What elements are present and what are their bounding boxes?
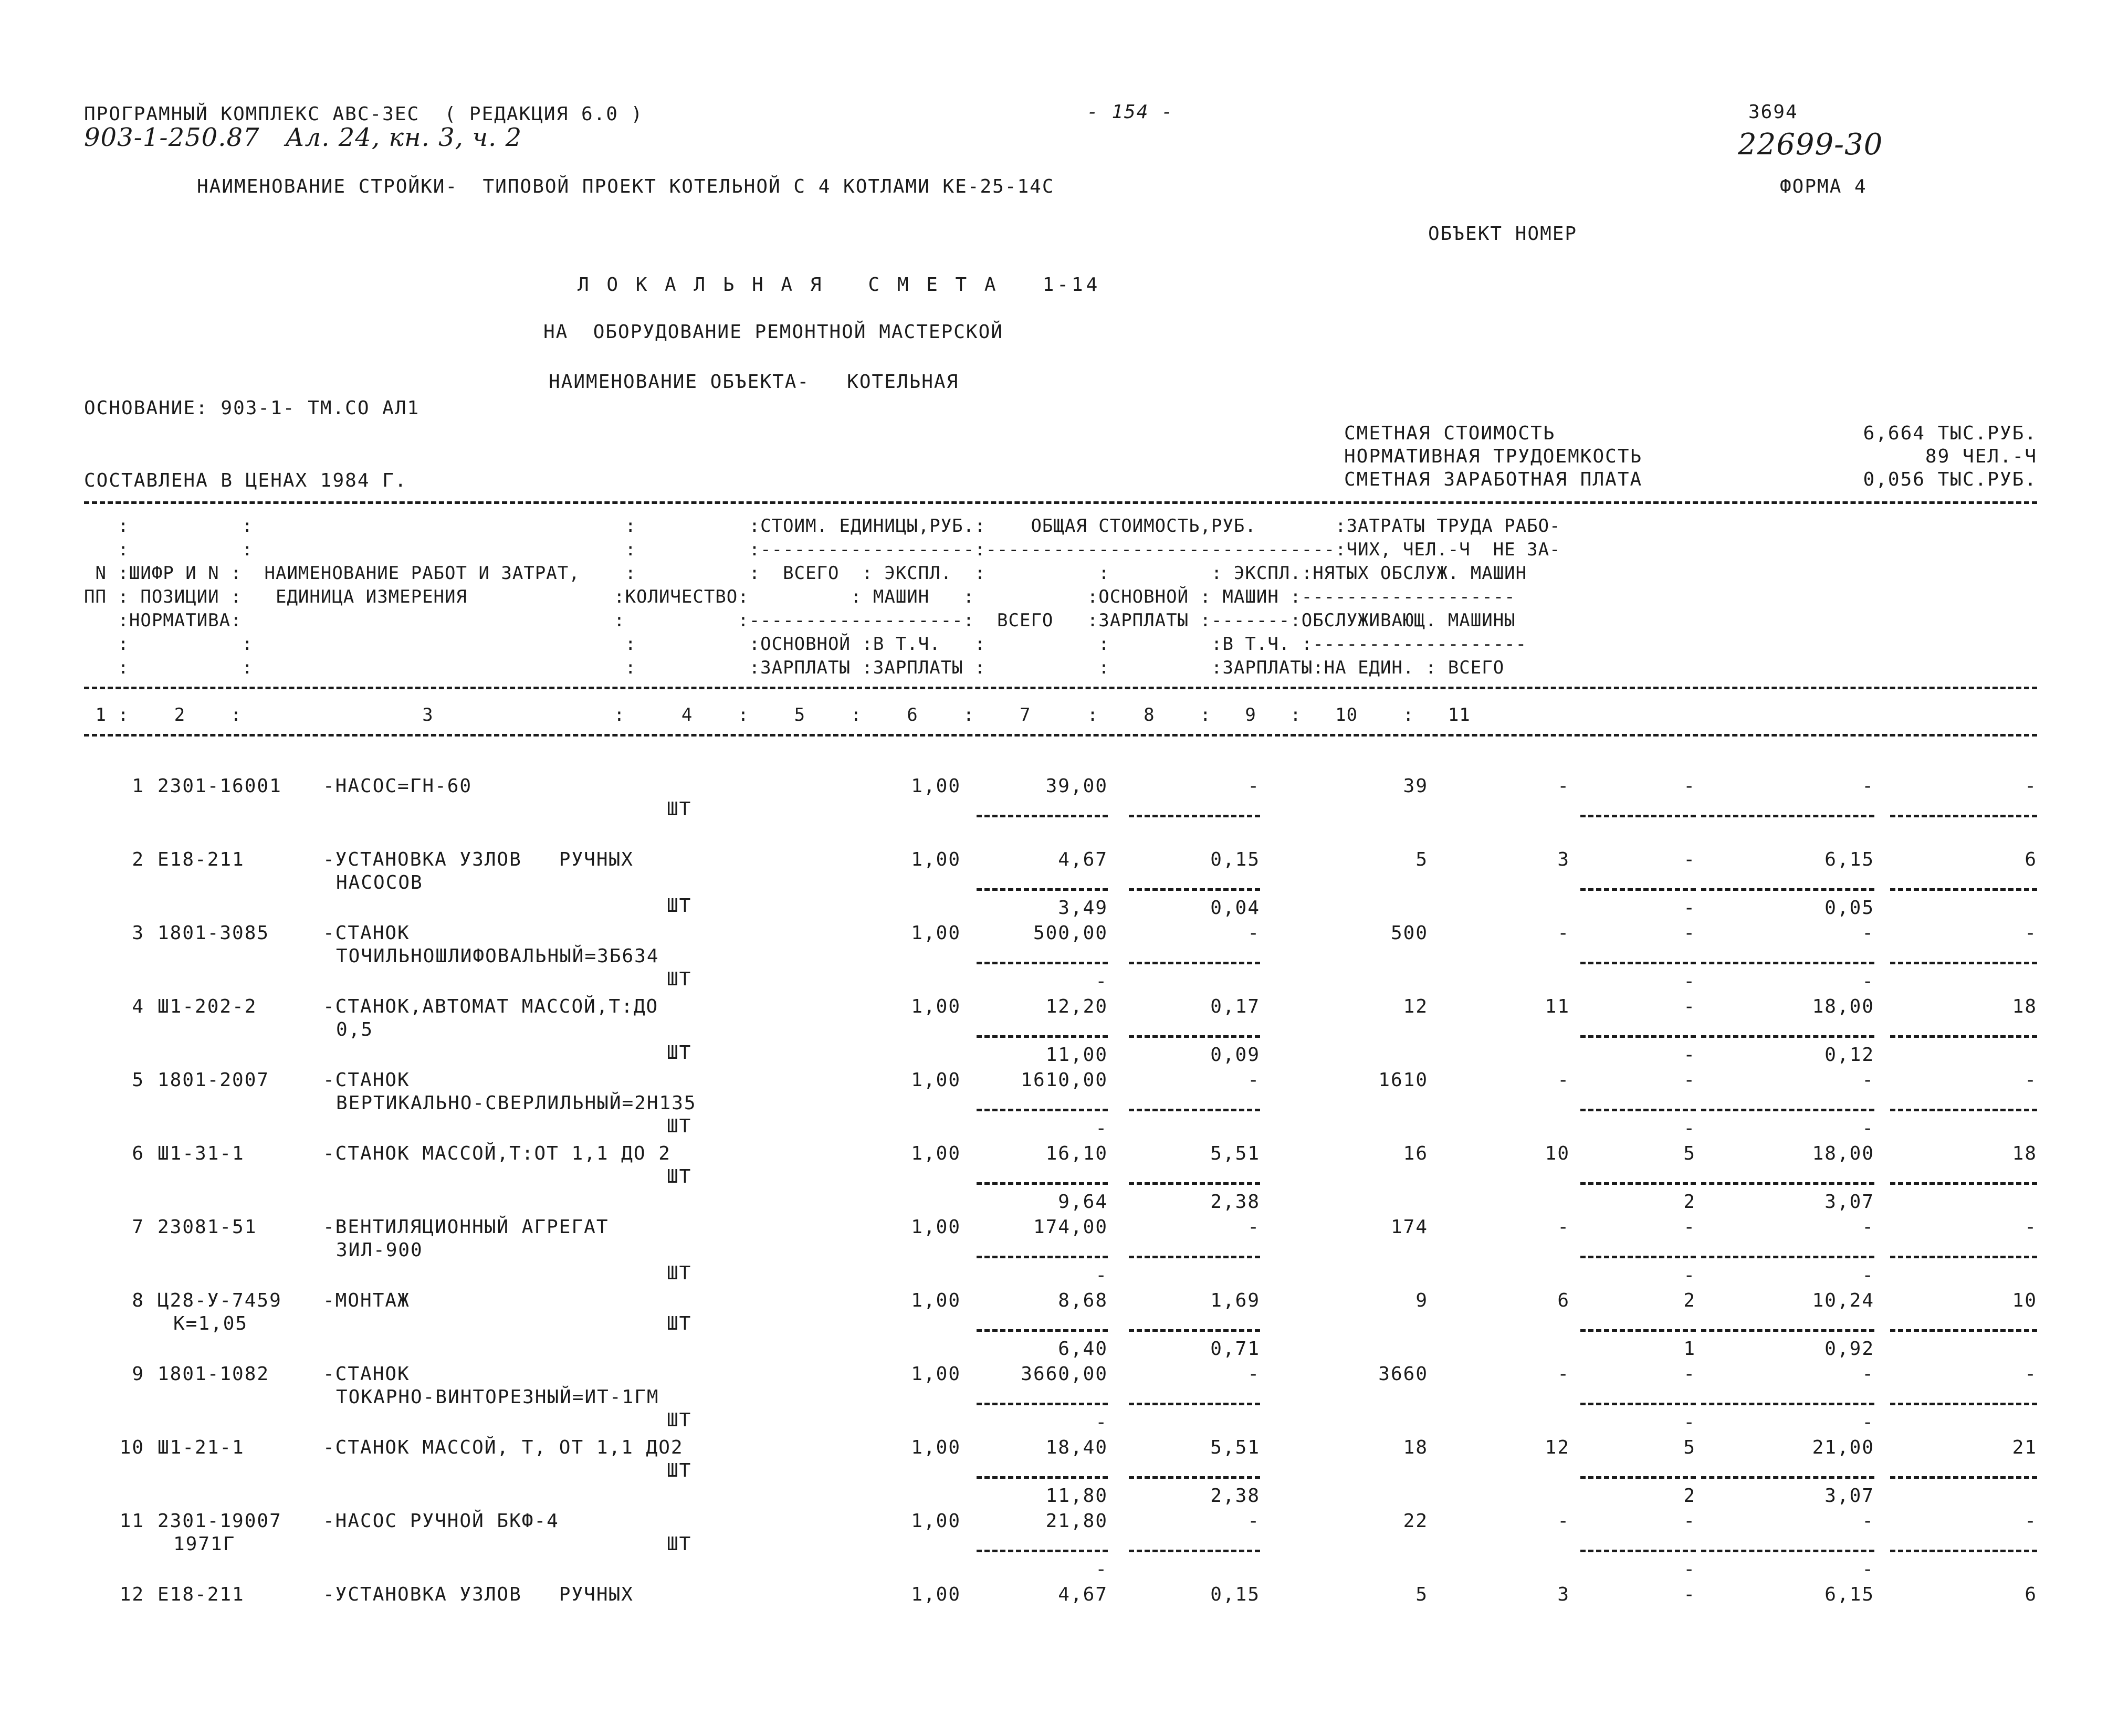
row-subrule <box>1701 1182 1874 1185</box>
row-unit-total: 39,00 <box>1045 775 1108 797</box>
row-subrule <box>977 1550 1108 1552</box>
header-line: :НОРМАТИВА: : :-------------------: ВСЕГО :ЗАРПЛАТЫ :-------:ОБСЛУЖИВАЮЩ. МАШИНЫ <box>84 610 1516 631</box>
row-labor-per-unit: - <box>1862 1363 1874 1385</box>
row-unit-machine: - <box>1247 922 1260 944</box>
header-line: : : : :ЗАРПЛАТЫ :ЗАРПЛАТЫ : : :ЗАРПЛАТЫ:НА ЕДИН. : ВСЕГО <box>84 657 1505 678</box>
summary-value: 0,056 ТЫС.РУБ. <box>1863 469 2037 490</box>
row-subrule <box>1890 1035 2037 1038</box>
row-subrule <box>1129 1403 1260 1405</box>
row-wage: 3 <box>1557 849 1570 870</box>
row-wage: - <box>1557 1069 1570 1091</box>
row-quantity: 1,00 <box>911 1437 961 1458</box>
row-name: -ВЕНТИЛЯЦИОННЫЙ АГРЕГАТ <box>323 1216 609 1238</box>
row-unit: ШТ <box>667 1262 692 1284</box>
row-operators-per-unit: - <box>1862 1265 1874 1286</box>
row-subrule <box>977 1035 1108 1038</box>
row-unit-machine: - <box>1247 1363 1260 1385</box>
row-code-extra: К=1,05 <box>173 1313 248 1334</box>
estimate-title: Л О К А Л Ь Н А Я С М Е Т А 1-14 <box>578 274 1101 296</box>
row-name: ВЕРТИКАЛЬНО-СВЕРЛИЛЬНЫЙ=2Н135 <box>336 1092 697 1114</box>
row-subrule <box>1129 1035 1260 1038</box>
compiled-in-prices: СОСТАВЛЕНА В ЦЕНАХ 1984 Г. <box>84 470 407 491</box>
row-labor-total: 6 <box>2025 849 2037 870</box>
row-subrule <box>1580 1256 1696 1258</box>
row-labor-total: 10 <box>2012 1290 2037 1311</box>
row-base-wage: 11,00 <box>1045 1044 1108 1066</box>
row-number: 11 <box>119 1510 144 1532</box>
row-unit-machine: 0,15 <box>1210 1584 1260 1605</box>
row-subrule <box>977 1256 1108 1258</box>
row-number: 7 <box>132 1216 144 1238</box>
row-unit-total: 174,00 <box>1033 1216 1108 1238</box>
row-operators-per-unit: 3,07 <box>1824 1485 1874 1507</box>
row-subrule <box>1890 1109 2037 1111</box>
row-name: -СТАНОК МАССОЙ, Т, ОТ 1,1 ДО2 <box>323 1437 684 1458</box>
row-base-wage: 3,49 <box>1058 897 1108 919</box>
row-operators-per-unit: 0,05 <box>1824 897 1874 919</box>
row-subrule <box>1129 1109 1260 1111</box>
code-top: 3694 <box>1748 101 1798 123</box>
page-number: - 154 - <box>1087 101 1174 123</box>
row-number: 9 <box>132 1363 144 1385</box>
row-unit-total: 16,10 <box>1045 1143 1108 1164</box>
row-subrule <box>1890 1256 2037 1258</box>
row-code: Ш1-31-1 <box>158 1143 245 1164</box>
row-subrule <box>1129 888 1260 891</box>
row-number: 3 <box>132 922 144 944</box>
header-line: N :ШИФР И N : НАИМЕНОВАНИЕ РАБОТ И ЗАТРАТ, : : ВСЕГО : ЭКСПЛ. : : : ЭКСПЛ.:НЯТЫХ ОБСЛУЖ. МАШИН <box>84 563 1527 584</box>
row-sum: 500 <box>1390 922 1428 944</box>
row-sum: 3660 <box>1378 1363 1428 1385</box>
summary-value: 6,664 ТЫС.РУБ. <box>1863 423 2037 444</box>
row-operators-per-unit: - <box>1862 1412 1874 1433</box>
row-code: 1801-1082 <box>158 1363 270 1385</box>
row-labor-total: - <box>2025 922 2037 944</box>
row-number: 4 <box>132 996 144 1017</box>
row-wage: - <box>1557 1216 1570 1238</box>
row-subrule <box>1580 1329 1696 1332</box>
row-unit: ШТ <box>667 798 692 820</box>
row-labor-per-unit: 18,00 <box>1812 1143 1874 1164</box>
summary-label: СМЕТНАЯ СТОИМОСТЬ <box>1344 423 1556 444</box>
row-subrule <box>1129 1550 1260 1552</box>
row-sum: 16 <box>1403 1143 1428 1164</box>
row-wage: - <box>1557 922 1570 944</box>
row-subrule <box>1701 1329 1874 1332</box>
row-wage: 6 <box>1557 1290 1570 1311</box>
row-name: -СТАНОК <box>323 922 410 944</box>
row-base-wage: - <box>1095 1559 1108 1580</box>
row-labor-per-unit: 10,24 <box>1812 1290 1874 1311</box>
row-machine-wage: - <box>1683 1510 1696 1532</box>
row-subrule <box>1701 1550 1874 1552</box>
row-subrule <box>1890 1329 2037 1332</box>
row-unit: ШТ <box>667 1042 692 1064</box>
row-machine-wage: - <box>1683 849 1696 870</box>
form-label: ФОРМА 4 <box>1780 176 1867 197</box>
row-subrule <box>1701 888 1874 891</box>
row-unit-total: 3660,00 <box>1021 1363 1108 1385</box>
row-labor-total: 6 <box>2025 1584 2037 1605</box>
row-operators-per-unit: 0,92 <box>1824 1338 1874 1360</box>
row-subrule <box>1701 1403 1874 1405</box>
row-base-wage: 11,80 <box>1045 1485 1108 1507</box>
row-machine-wage: - <box>1683 775 1696 797</box>
row-machine-wage-2: - <box>1683 1412 1696 1433</box>
row-subrule <box>977 962 1108 964</box>
row-name: -НАСОС=ГН-60 <box>323 775 473 797</box>
row-labor-per-unit: - <box>1862 1216 1874 1238</box>
row-subrule <box>977 1182 1108 1185</box>
row-machine-wage: - <box>1683 1584 1696 1605</box>
row-machine-wage-2: - <box>1683 1044 1696 1066</box>
summary-label: НОРМАТИВНАЯ ТРУДОЕМКОСТЬ <box>1344 446 1643 467</box>
row-subrule <box>977 1329 1108 1332</box>
row-machine-wage-2: - <box>1683 897 1696 919</box>
row-machine-wage-incl: 0,71 <box>1210 1338 1260 1360</box>
row-number: 10 <box>119 1437 144 1458</box>
row-labor-per-unit: 6,15 <box>1824 1584 1874 1605</box>
row-name: ЗИЛ-900 <box>336 1239 423 1261</box>
row-sum: 12 <box>1403 996 1428 1017</box>
row-base-wage: 9,64 <box>1058 1191 1108 1213</box>
row-machine-wage-2: 1 <box>1683 1338 1696 1360</box>
row-unit-machine: 1,69 <box>1210 1290 1260 1311</box>
row-wage: 11 <box>1545 996 1570 1017</box>
row-subrule <box>1890 815 2037 817</box>
row-labor-total: 18 <box>2012 1143 2037 1164</box>
row-code: 1801-3085 <box>158 922 270 944</box>
row-wage: 10 <box>1545 1143 1570 1164</box>
row-base-wage: 6,40 <box>1058 1338 1108 1360</box>
row-unit-machine: - <box>1247 1069 1260 1091</box>
row-subrule <box>1580 1403 1696 1405</box>
row-machine-wage-2: - <box>1683 1118 1696 1139</box>
row-quantity: 1,00 <box>911 1216 961 1238</box>
row-subrule <box>1580 1476 1696 1479</box>
handwritten-number: 22699-30 <box>1738 128 1883 162</box>
row-unit-machine: 0,15 <box>1210 849 1260 870</box>
row-machine-wage: - <box>1683 1216 1696 1238</box>
row-machine-wage: 2 <box>1683 1290 1696 1311</box>
row-sum: 1610 <box>1378 1069 1428 1091</box>
table-rule <box>84 501 2037 504</box>
row-subrule <box>1129 1256 1260 1258</box>
row-subrule <box>1890 1476 2037 1479</box>
row-operators-per-unit: - <box>1862 971 1874 992</box>
row-machine-wage: - <box>1683 996 1696 1017</box>
row-quantity: 1,00 <box>911 1069 961 1091</box>
row-name: 0,5 <box>336 1019 374 1040</box>
estimate-subject: НА ОБОРУДОВАНИЕ РЕМОНТНОЙ МАСТЕРСКОЙ <box>543 321 1003 343</box>
row-labor-total: - <box>2025 1069 2037 1091</box>
row-sum: 5 <box>1415 1584 1428 1605</box>
row-labor-per-unit: 6,15 <box>1824 849 1874 870</box>
row-sum: 18 <box>1403 1437 1428 1458</box>
row-unit: ШТ <box>667 1533 692 1555</box>
row-subrule <box>1580 1182 1696 1185</box>
row-unit-total: 21,80 <box>1045 1510 1108 1532</box>
row-subrule <box>1890 888 2037 891</box>
row-subrule <box>1701 815 1874 817</box>
row-code: Е18-211 <box>158 849 245 870</box>
row-wage: - <box>1557 775 1570 797</box>
row-code: 2301-16001 <box>158 775 282 797</box>
row-name: -СТАНОК,АВТОМАТ МАССОЙ,Т:ДО <box>323 996 659 1017</box>
row-base-wage: - <box>1095 1118 1108 1139</box>
row-subrule <box>1580 888 1696 891</box>
row-labor-total: 18 <box>2012 996 2037 1017</box>
row-subrule <box>977 1476 1108 1479</box>
row-number: 8 <box>132 1290 144 1311</box>
row-name: НАСОСОВ <box>336 872 423 893</box>
row-unit: ШТ <box>667 1409 692 1431</box>
row-machine-wage-2: - <box>1683 1559 1696 1580</box>
row-sum: 5 <box>1415 849 1428 870</box>
row-machine-wage: - <box>1683 1363 1696 1385</box>
row-unit-total: 4,67 <box>1058 849 1108 870</box>
basis: ОСНОВАНИЕ: 903-1- ТМ.СО АЛ1 <box>84 397 420 419</box>
row-code: Ш1-202-2 <box>158 996 257 1017</box>
row-name: -МОНТАЖ <box>323 1290 410 1311</box>
row-name: -УСТАНОВКА УЗЛОВ РУЧНЫХ <box>323 849 634 870</box>
row-quantity: 1,00 <box>911 1584 961 1605</box>
row-quantity: 1,00 <box>911 1290 961 1311</box>
row-unit-total: 4,67 <box>1058 1584 1108 1605</box>
row-subrule <box>1580 1109 1696 1111</box>
row-name: -СТАНОК <box>323 1363 410 1385</box>
handwritten-reference: 903-1-250.87 Ал. 24, кн. 3, ч. 2 <box>84 123 522 152</box>
row-code: 23081-51 <box>158 1216 257 1238</box>
row-unit-machine: 5,51 <box>1210 1437 1260 1458</box>
header-line: ПП : ПОЗИЦИИ : ЕДИНИЦА ИЗМЕРЕНИЯ :КОЛИЧЕСТВО: : МАШИН : :ОСНОВНОЙ : МАШИН :------------------- <box>84 586 1516 607</box>
row-machine-wage-2: 2 <box>1683 1191 1696 1213</box>
row-subrule <box>977 888 1108 891</box>
row-unit-total: 12,20 <box>1045 996 1108 1017</box>
row-subrule <box>1890 1182 2037 1185</box>
row-machine-wage-incl: 2,38 <box>1210 1191 1260 1213</box>
row-machine-wage: - <box>1683 922 1696 944</box>
row-labor-per-unit: - <box>1862 1510 1874 1532</box>
row-machine-wage-incl: 0,09 <box>1210 1044 1260 1066</box>
row-code: 1801-2007 <box>158 1069 270 1091</box>
row-subrule <box>1701 1256 1874 1258</box>
row-number: 6 <box>132 1143 144 1164</box>
row-unit-machine: 0,17 <box>1210 996 1260 1017</box>
row-labor-total: - <box>2025 775 2037 797</box>
header-line: : : : :СТОИМ. ЕДИНИЦЫ,РУБ.: ОБЩАЯ СТОИМОСТЬ,РУБ. :ЗАТРАТЫ ТРУДА РАБО- <box>84 515 1561 536</box>
row-number: 5 <box>132 1069 144 1091</box>
row-labor-per-unit: - <box>1862 922 1874 944</box>
object-name: НАИМЕНОВАНИЕ ОБЪЕКТА- КОТЕЛЬНАЯ <box>549 371 959 393</box>
row-unit: ШТ <box>667 1313 692 1334</box>
row-labor-total: - <box>2025 1363 2037 1385</box>
row-quantity: 1,00 <box>911 1510 961 1532</box>
table-rule <box>84 734 2037 737</box>
row-labor-per-unit: 21,00 <box>1812 1437 1874 1458</box>
row-subrule <box>1129 815 1260 817</box>
row-labor-per-unit: - <box>1862 775 1874 797</box>
row-labor-per-unit: - <box>1862 1069 1874 1091</box>
row-unit-total: 8,68 <box>1058 1290 1108 1311</box>
row-quantity: 1,00 <box>911 849 961 870</box>
row-name: ТОЧИЛЬНОШЛИФОВАЛЬНЫЙ=3Б634 <box>336 945 659 967</box>
header-line: : : : :ОСНОВНОЙ :В Т.Ч. : : :В Т.Ч. :------------------- <box>84 634 1527 655</box>
row-code-extra: 1971Г <box>173 1533 236 1555</box>
row-subrule <box>1129 962 1260 964</box>
row-subrule <box>1580 1035 1696 1038</box>
row-subrule <box>1701 1109 1874 1111</box>
row-unit: ШТ <box>667 1460 692 1481</box>
row-name: ТОКАРНО-ВИНТОРЕЗНЫЙ=ИТ-1ГМ <box>336 1386 659 1408</box>
row-subrule <box>1890 962 2037 964</box>
row-wage: - <box>1557 1510 1570 1532</box>
row-unit: ШТ <box>667 969 692 990</box>
row-operators-per-unit: 3,07 <box>1824 1191 1874 1213</box>
row-unit: ШТ <box>667 1166 692 1187</box>
row-base-wage: - <box>1095 1265 1108 1286</box>
row-code: 2301-19007 <box>158 1510 282 1532</box>
row-wage: 12 <box>1545 1437 1570 1458</box>
row-machine-wage: - <box>1683 1069 1696 1091</box>
row-name: -СТАНОК МАССОЙ,Т:ОТ 1,1 ДО 2 <box>323 1143 671 1164</box>
row-quantity: 1,00 <box>911 996 961 1017</box>
row-number: 2 <box>132 849 144 870</box>
row-subrule <box>977 1109 1108 1111</box>
row-subrule <box>1890 1403 2037 1405</box>
row-subrule <box>977 815 1108 817</box>
row-unit: ШТ <box>667 1116 692 1137</box>
row-code: Е18-211 <box>158 1584 245 1605</box>
row-subrule <box>1580 815 1696 817</box>
column-numbers: 1 : 2 : 3 : 4 : 5 : 6 : 7 : 8 : 9 : 10 : 11 <box>84 704 1471 725</box>
row-machine-wage-incl: 0,04 <box>1210 897 1260 919</box>
row-base-wage: - <box>1095 971 1108 992</box>
row-unit-machine: 5,51 <box>1210 1143 1260 1164</box>
row-unit-total: 1610,00 <box>1021 1069 1108 1091</box>
row-name: -НАСОС РУЧНОЙ БКФ-4 <box>323 1510 559 1532</box>
row-operators-per-unit: 0,12 <box>1824 1044 1874 1066</box>
row-machine-wage: 5 <box>1683 1437 1696 1458</box>
row-quantity: 1,00 <box>911 1143 961 1164</box>
row-unit: ШТ <box>667 895 692 917</box>
row-machine-wage-2: 2 <box>1683 1485 1696 1507</box>
row-sum: 39 <box>1403 775 1428 797</box>
row-name: -УСТАНОВКА УЗЛОВ РУЧНЫХ <box>323 1584 634 1605</box>
row-unit-machine: - <box>1247 1216 1260 1238</box>
row-machine-wage-2: - <box>1683 1265 1696 1286</box>
row-labor-total: - <box>2025 1216 2037 1238</box>
row-sum: 22 <box>1403 1510 1428 1532</box>
row-subrule <box>1580 1550 1696 1552</box>
row-operators-per-unit: - <box>1862 1559 1874 1580</box>
row-wage: - <box>1557 1363 1570 1385</box>
row-code: Ш1-21-1 <box>158 1437 245 1458</box>
object-number: ОБЪЕКТ НОМЕР <box>1428 223 1578 245</box>
row-sum: 174 <box>1390 1216 1428 1238</box>
row-operators-per-unit: - <box>1862 1118 1874 1139</box>
row-labor-total: 21 <box>2012 1437 2037 1458</box>
row-number: 1 <box>132 775 144 797</box>
table-rule <box>84 687 2037 689</box>
row-machine-wage-incl: 2,38 <box>1210 1485 1260 1507</box>
row-name: -СТАНОК <box>323 1069 410 1091</box>
header-line: : : : :-------------------:-------------------------------:ЧИХ, ЧЕЛ.-Ч НЕ ЗА- <box>84 539 1561 560</box>
row-subrule <box>1890 1550 2037 1552</box>
row-machine-wage-2: - <box>1683 971 1696 992</box>
row-subrule <box>1129 1329 1260 1332</box>
row-number: 12 <box>119 1584 144 1605</box>
row-unit-machine: - <box>1247 775 1260 797</box>
row-subrule <box>1129 1182 1260 1185</box>
row-quantity: 1,00 <box>911 922 961 944</box>
row-subrule <box>1701 1476 1874 1479</box>
row-quantity: 1,00 <box>911 775 961 797</box>
row-unit-total: 18,40 <box>1045 1437 1108 1458</box>
program-name: ПРОГРАМНЫЙ КОМПЛЕКС АВС-3ЕС ( РЕДАКЦИЯ 6.0 ) <box>84 103 644 125</box>
row-code: Ц28-У-7459 <box>158 1290 282 1311</box>
construction-name: НАИМЕНОВАНИЕ СТРОЙКИ- ТИПОВОЙ ПРОЕКТ КОТЕЛЬНОЙ С 4 КОТЛАМИ КЕ-25-14С <box>197 176 1055 197</box>
row-subrule <box>1701 962 1874 964</box>
row-subrule <box>1129 1476 1260 1479</box>
row-quantity: 1,00 <box>911 1363 961 1385</box>
row-labor-total: - <box>2025 1510 2037 1532</box>
row-machine-wage: 5 <box>1683 1143 1696 1164</box>
row-sum: 9 <box>1415 1290 1428 1311</box>
summary-value: 89 ЧЕЛ.-Ч <box>1925 446 2037 467</box>
row-subrule <box>977 1403 1108 1405</box>
row-base-wage: - <box>1095 1412 1108 1433</box>
row-subrule <box>1701 1035 1874 1038</box>
row-labor-per-unit: 18,00 <box>1812 996 1874 1017</box>
row-wage: 3 <box>1557 1584 1570 1605</box>
row-subrule <box>1580 962 1696 964</box>
summary-label: СМЕТНАЯ ЗАРАБОТНАЯ ПЛАТА <box>1344 469 1643 490</box>
row-unit-total: 500,00 <box>1033 922 1108 944</box>
row-unit-machine: - <box>1247 1510 1260 1532</box>
